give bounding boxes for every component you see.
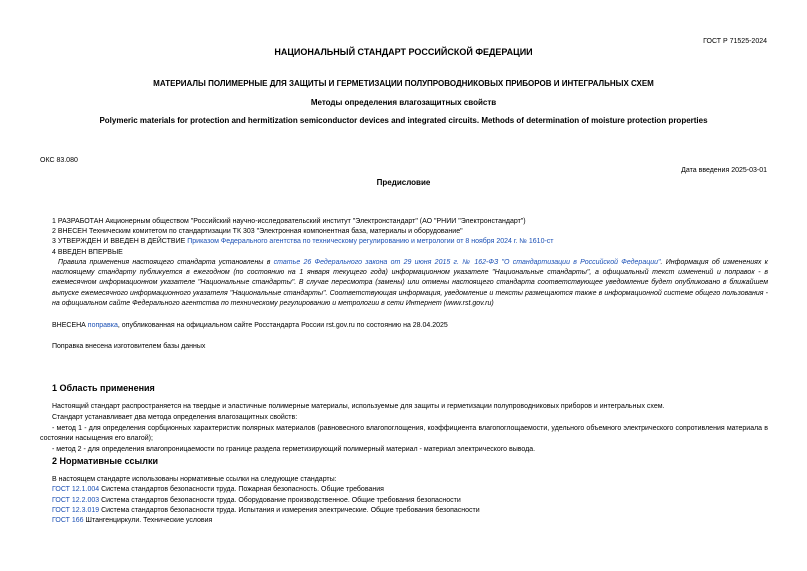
- rules-paragraph: [52, 258, 768, 309]
- reference-item: [52, 486, 384, 493]
- reference-code-link[interactable]: ГОСТ 12.2.003: [52, 497, 100, 504]
- foreword-heading: Предисловие: [376, 178, 431, 187]
- section-2-intro: В настоящем стандарте использованы нормативные ссылки на следующие стандарты:: [52, 476, 337, 483]
- amendment-line: [52, 322, 448, 329]
- foreword-item-2: 2 ВНЕСЕН Техническим комитетом по стандартизации ТК 303 "Электронная компонентная база, материалы и оборудование": [52, 228, 463, 235]
- foreword-item-3-label: 3 УТВЕРЖДЕН И ВВЕДЕН В ДЕЙСТВИЕ: [52, 238, 188, 245]
- foreword-item-1: 1 РАЗРАБОТАН Акционерным обществом "Российский научно-исследовательский институт "Электронстандарт" (АО "РНИИ "Электронстандарт"): [52, 218, 526, 225]
- section-1-heading: 1 Область применения: [52, 383, 155, 393]
- reference-code-link[interactable]: ГОСТ 12.1.004: [52, 486, 100, 493]
- intro-date: Дата введения 2025-03-01: [681, 167, 767, 174]
- reference-code-link[interactable]: ГОСТ 166: [52, 517, 84, 524]
- foreword-item-4: 4 ВВЕДЕН ВПЕРВЫЕ: [52, 249, 123, 256]
- method-2-item: - метод 2 - для определения влагопроницаемости по границе раздела герметизирующий полимерный материал - материал электрического вывода.: [52, 446, 536, 453]
- document-subtitle-ru: Методы определения влагозащитных свойств: [310, 98, 497, 107]
- foreword-item-3: [52, 238, 554, 245]
- rules-text-1: Правила применения настоящего стандарта установлены в: [58, 259, 274, 266]
- method-1-item: [40, 424, 768, 444]
- amendment-link[interactable]: поправка: [87, 322, 118, 329]
- oks-code: ОКС 83.080: [40, 157, 78, 164]
- section-2-heading: 2 Нормативные ссылки: [52, 456, 158, 466]
- reference-code-link[interactable]: ГОСТ 12.3.019: [52, 507, 100, 514]
- reference-title: Штангенциркули. Технические условия: [83, 517, 213, 524]
- document-number: ГОСТ Р 71525-2024: [703, 38, 767, 45]
- section-1-paragraph-1: Настоящий стандарт распространяется на твердые и эластичные полимерные материалы, используемые для защиты и герметизации полупроводниковых приборов и интегральных схем.: [52, 403, 665, 410]
- federal-law-link[interactable]: статье 26 Федерального закона от 29 июня 2015 г. № 162-ФЗ "О стандартизации в Российской Федерации": [273, 259, 661, 266]
- order-link[interactable]: Приказом Федерального агентства по техническому регулированию и метрологии от 8 ноября 2024 г. № 1610-ст: [187, 238, 554, 245]
- amendment-prefix: ВНЕСЕНА: [52, 322, 88, 329]
- reference-title: Система стандартов безопасности труда. Испытания и измерения электрические. Общие требования безопасности: [99, 507, 480, 514]
- reference-title: Система стандартов безопасности труда. Пожарная безопасность. Общие требования: [99, 486, 384, 493]
- method-1-text: - метод 1 - для определения сорбционных характеристик полярных материалов (равновесного влагопоглощения, коэффициента влагопоглощаемости, удельного объемного электрического сопротивления материала в состоянии насыщения его влагой);: [40, 425, 768, 443]
- reference-title: Система стандартов безопасности труда. Оборудование производственное. Общие требования безопасности: [99, 497, 461, 504]
- reference-item: [52, 497, 461, 504]
- reference-item: [52, 507, 480, 514]
- amendment-note: Поправка внесена изготовителем базы данных: [52, 343, 206, 350]
- document-title-en: Polymeric materials for protection and hermitization semiconductor devices and integrated circuits. Methods of determination of moisture protection properties: [99, 116, 708, 125]
- national-standard-heading: НАЦИОНАЛЬНЫЙ СТАНДАРТ РОССИЙСКОЙ ФЕДЕРАЦИИ: [274, 47, 533, 57]
- rules-text-2: . Информация об изменениях к настоящему стандарту публикуется в ежегодном (по состоянию на 1 января текущего года) информационном указателе "Национальные стандарты", а официальный текст изменений и поправок - в ежемесячном информационном указателе "Национальные стандарты". В случае пересмотра (замены) или отмены настоящего стандарта соответствующее уведомление будет опубликовано в ближайшем выпуске ежемесячного информационного указателя "Национальные стандарты". Соответствующая информация, уведомление и тексты размещаются также в информационной системе общего пользования - на официальном сайте Федерального агентства по техническому регулированию и метрологии в сети Интернет (www.rst.gov.ru): [52, 259, 768, 307]
- reference-item: [52, 517, 212, 524]
- section-1-paragraph-2: Стандарт устанавливает два метода определения влагозащитных свойств:: [52, 414, 298, 421]
- amendment-suffix: , опубликованная на официальном сайте Росстандарта России rst.gov.ru по состоянию на 28.04.2025: [117, 322, 448, 329]
- document-title-ru: МАТЕРИАЛЫ ПОЛИМЕРНЫЕ ДЛЯ ЗАЩИТЫ И ГЕРМЕТИЗАЦИИ ПОЛУПРОВОДНИКОВЫХ ПРИБОРОВ И ИНТЕГРАЛЬНЫХ СХЕМ: [153, 79, 654, 88]
